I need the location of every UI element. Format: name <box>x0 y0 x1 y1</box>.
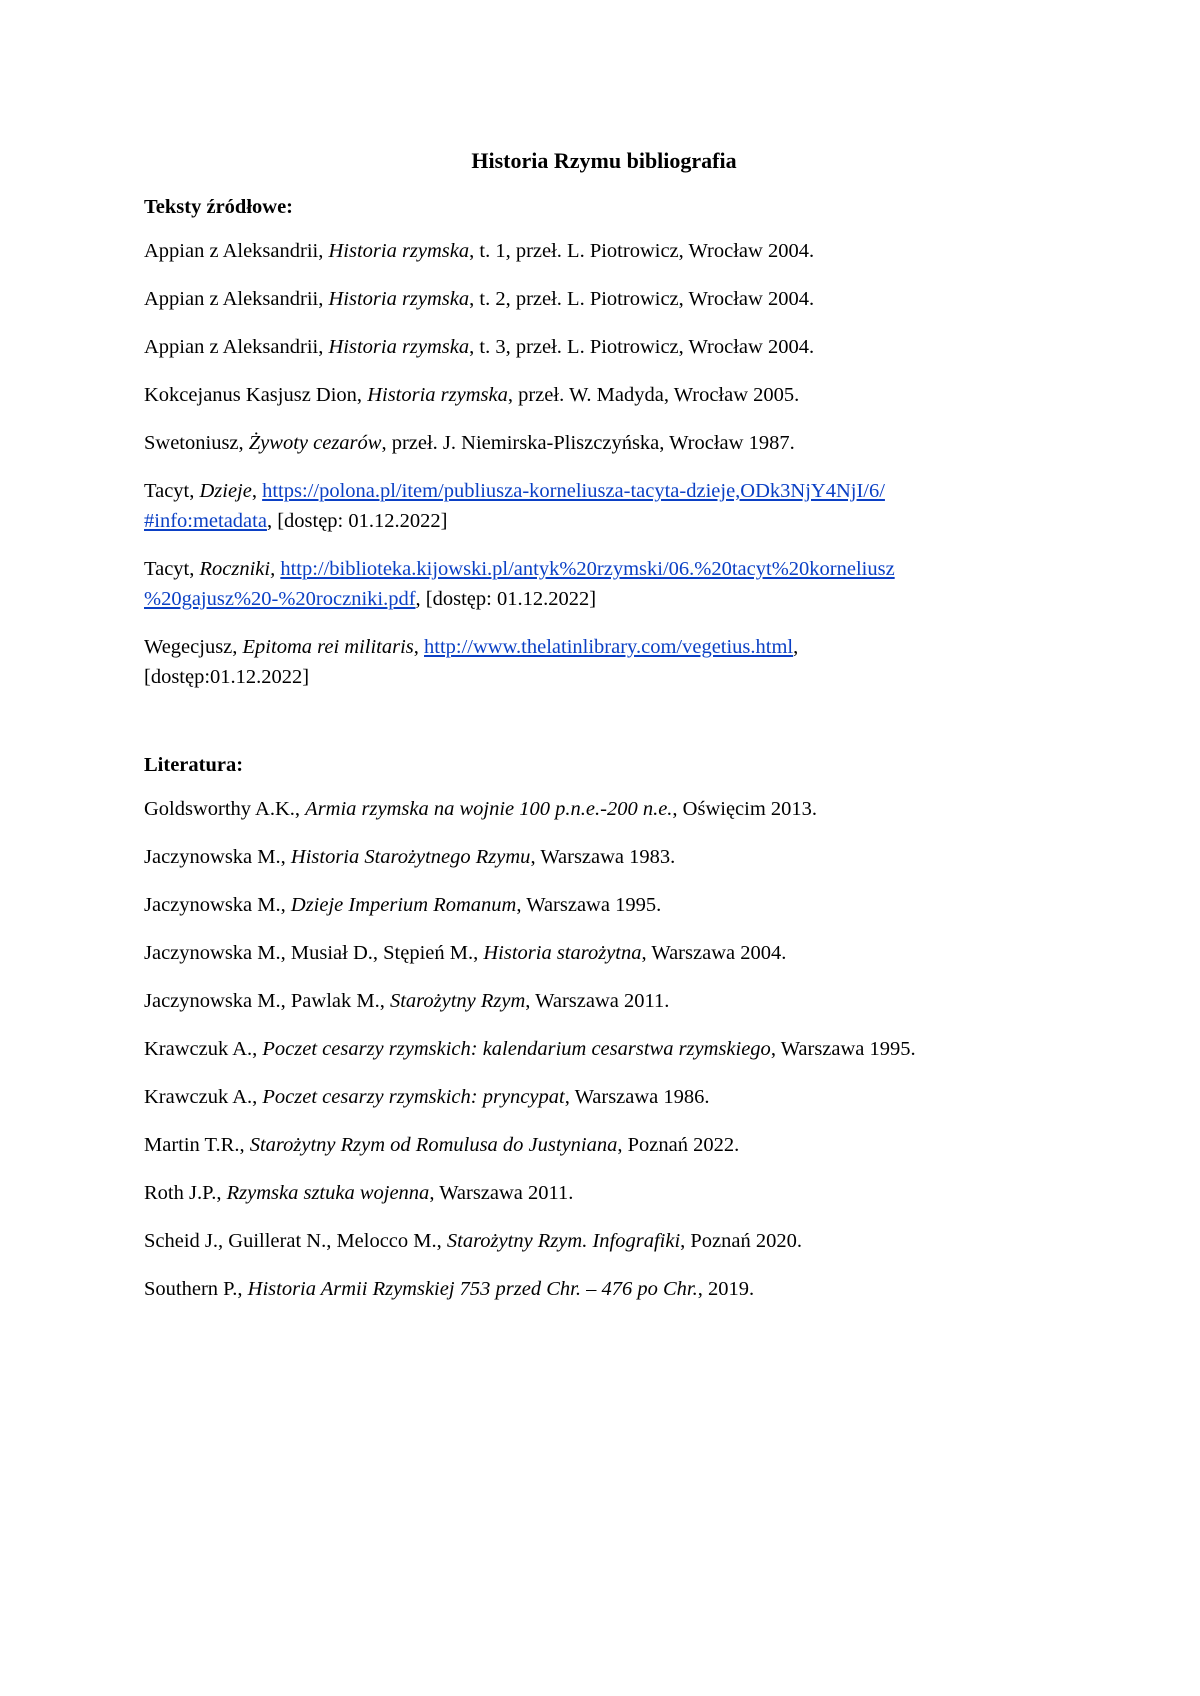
entry-details: , przeł. J. Niemirska-Pliszczyńska, Wrocław 1987. <box>381 432 795 454</box>
literature-entry-7 <box>144 1082 1064 1112</box>
entry-author: Jaczynowska M., Musiał D., Stępień M., <box>144 942 484 964</box>
entry-details: , Poznań 2020. <box>680 1230 802 1252</box>
entry-access-date: [dostęp:01.12.2022] <box>144 666 310 688</box>
literature-entry-4 <box>144 938 1064 968</box>
entry-author: Southern P., <box>144 1278 248 1300</box>
entry-details: , t. 2, przeł. L. Piotrowicz, Wrocław 2004. <box>469 288 815 310</box>
entry-work-title: Poczet cesarzy rzymskich: kalendarium cesarstwa rzymskiego <box>262 1038 771 1060</box>
source-entry-7 <box>144 554 1064 614</box>
literature-entry-11 <box>144 1274 1064 1304</box>
literature-entry-9 <box>144 1178 1064 1208</box>
literature-entry-8 <box>144 1130 1064 1160</box>
source-entry-5 <box>144 428 1064 458</box>
entry-details: , Warszawa 2011. <box>429 1182 574 1204</box>
entry-line-1 <box>144 476 1064 506</box>
entry-work-title: Epitoma rei militaris <box>242 636 414 658</box>
entry-author: Wegecjusz, <box>144 636 243 658</box>
section-spacer <box>144 710 1064 750</box>
literature-entry-10 <box>144 1226 1064 1256</box>
entry-author: Appian z Aleksandrii, <box>144 288 329 310</box>
entry-details: , przeł. W. Madyda, Wrocław 2005. <box>507 384 800 406</box>
source-entry-4 <box>144 380 1064 410</box>
entry-separator: , <box>251 480 263 502</box>
entry-details: , Warszawa 2004. <box>641 942 787 964</box>
entry-author: Jaczynowska M., <box>144 846 291 868</box>
entry-work-title: Dzieje Imperium Romanum <box>290 894 517 916</box>
entry-work-title: Starożytny Rzym. Infografiki <box>446 1230 681 1252</box>
entry-work-title: Historia rzymska <box>328 240 470 262</box>
entry-work-title: Roczniki, <box>199 558 276 580</box>
source-entry-3 <box>144 332 1064 362</box>
document-body <box>144 144 1064 1322</box>
entry-work-title: Historia rzymska <box>328 288 470 310</box>
entry-details: , t. 3, przeł. L. Piotrowicz, Wrocław 2004. <box>469 336 815 358</box>
entry-work-title: Starożytny Rzym <box>389 990 526 1012</box>
entry-author: Roth J.P., <box>144 1182 227 1204</box>
source-entry-8 <box>144 632 1064 692</box>
entry-work-title: Historia Starożytnego Rzymu <box>290 846 531 868</box>
entry-author: Kokcejanus Kasjusz Dion, <box>144 384 368 406</box>
source-entry-6 <box>144 476 1064 536</box>
literature-heading: Literatura: <box>144 754 244 776</box>
entry-author: Jaczynowska M., <box>144 894 291 916</box>
entry-line-2 <box>144 584 1064 614</box>
literature-entry-1 <box>144 794 1064 824</box>
entry-work-title: Żywoty cezarów <box>248 432 382 454</box>
source-entry-2 <box>144 284 1064 314</box>
entry-work-title: Historia rzymska <box>367 384 508 406</box>
entry-details: , t. 1, przeł. L. Piotrowicz, Wrocław 2004. <box>469 240 815 262</box>
source-link-part-1[interactable]: https://polona.pl/item/publiusza-korneliusza-tacyta-dzieje,ODk3NjY4NjI/6/ <box>262 480 885 502</box>
entry-author: Tacyt, <box>144 558 200 580</box>
source-link-part-1[interactable]: http://biblioteka.kijowski.pl/antyk%20rzymski/06.%20tacyt%20korneliusz <box>280 558 895 580</box>
entry-line-1 <box>144 554 1064 584</box>
sources-heading: Teksty źródłowe: <box>144 196 293 218</box>
entry-details: , 2019. <box>697 1278 755 1300</box>
entry-work-title: Historia Armii Rzymskiej 753 przed Chr. – 476 po Chr. <box>247 1278 698 1300</box>
entry-author: Krawczuk A., <box>144 1038 263 1060</box>
entry-details: , Warszawa 1983. <box>530 846 676 868</box>
entry-details: , Oświęcim 2013. <box>672 798 818 820</box>
entry-access-date: , [dostęp: 01.12.2022] <box>415 588 597 610</box>
entry-line-2 <box>144 662 1064 692</box>
entry-author: Jaczynowska M., Pawlak M., <box>144 990 390 1012</box>
entry-author: Appian z Aleksandrii, <box>144 240 329 262</box>
entry-line-1 <box>144 632 1064 662</box>
source-link-part-2[interactable]: %20gajusz%20-%20roczniki.pdf <box>144 588 416 610</box>
literature-entry-6 <box>144 1034 1064 1064</box>
entry-details: , Warszawa 1995. <box>770 1038 916 1060</box>
entry-punctuation: , <box>793 636 799 658</box>
entry-details: , Warszawa 1986. <box>564 1086 710 1108</box>
source-link[interactable]: http://www.thelatinlibrary.com/vegetius.html <box>424 636 794 658</box>
entry-work-title: Poczet cesarzy rzymskich: pryncypat <box>262 1086 565 1108</box>
entry-details: , Poznań 2022. <box>617 1134 740 1156</box>
literature-entry-2 <box>144 842 1064 872</box>
entry-work-title: Historia starożytna <box>483 942 642 964</box>
entry-details: , Warszawa 2011. <box>525 990 670 1012</box>
entry-work-title: Armia rzymska na wojnie 100 p.n.e.-200 n.e. <box>305 798 673 820</box>
entry-author: Krawczuk A., <box>144 1086 263 1108</box>
entry-author: Appian z Aleksandrii, <box>144 336 329 358</box>
entry-details: , Warszawa 1995. <box>516 894 662 916</box>
entry-work-title: Historia rzymska <box>328 336 470 358</box>
entry-author: Goldsworthy A.K., <box>144 798 306 820</box>
entry-separator: , <box>413 636 424 658</box>
entry-work-title: Rzymska sztuka wojenna <box>226 1182 430 1204</box>
entry-author: Martin T.R., <box>144 1134 250 1156</box>
entry-author: Swetoniusz, <box>144 432 249 454</box>
entry-access-date: , [dostęp: 01.12.2022] <box>266 510 448 532</box>
page-title: Historia Rzymu bibliografia <box>471 148 737 173</box>
entry-line-2 <box>144 506 1064 536</box>
entry-author: Tacyt, <box>144 480 200 502</box>
source-link-part-2[interactable]: #info:metadata <box>144 510 267 532</box>
entry-author: Scheid J., Guillerat N., Melocco M., <box>144 1230 447 1252</box>
literature-entry-5 <box>144 986 1064 1016</box>
entry-work-title: Starożytny Rzym od Romulusa do Justyniana <box>249 1134 618 1156</box>
literature-entry-3 <box>144 890 1064 920</box>
source-entry-1 <box>144 236 1064 266</box>
entry-work-title: Dzieje <box>199 480 252 502</box>
